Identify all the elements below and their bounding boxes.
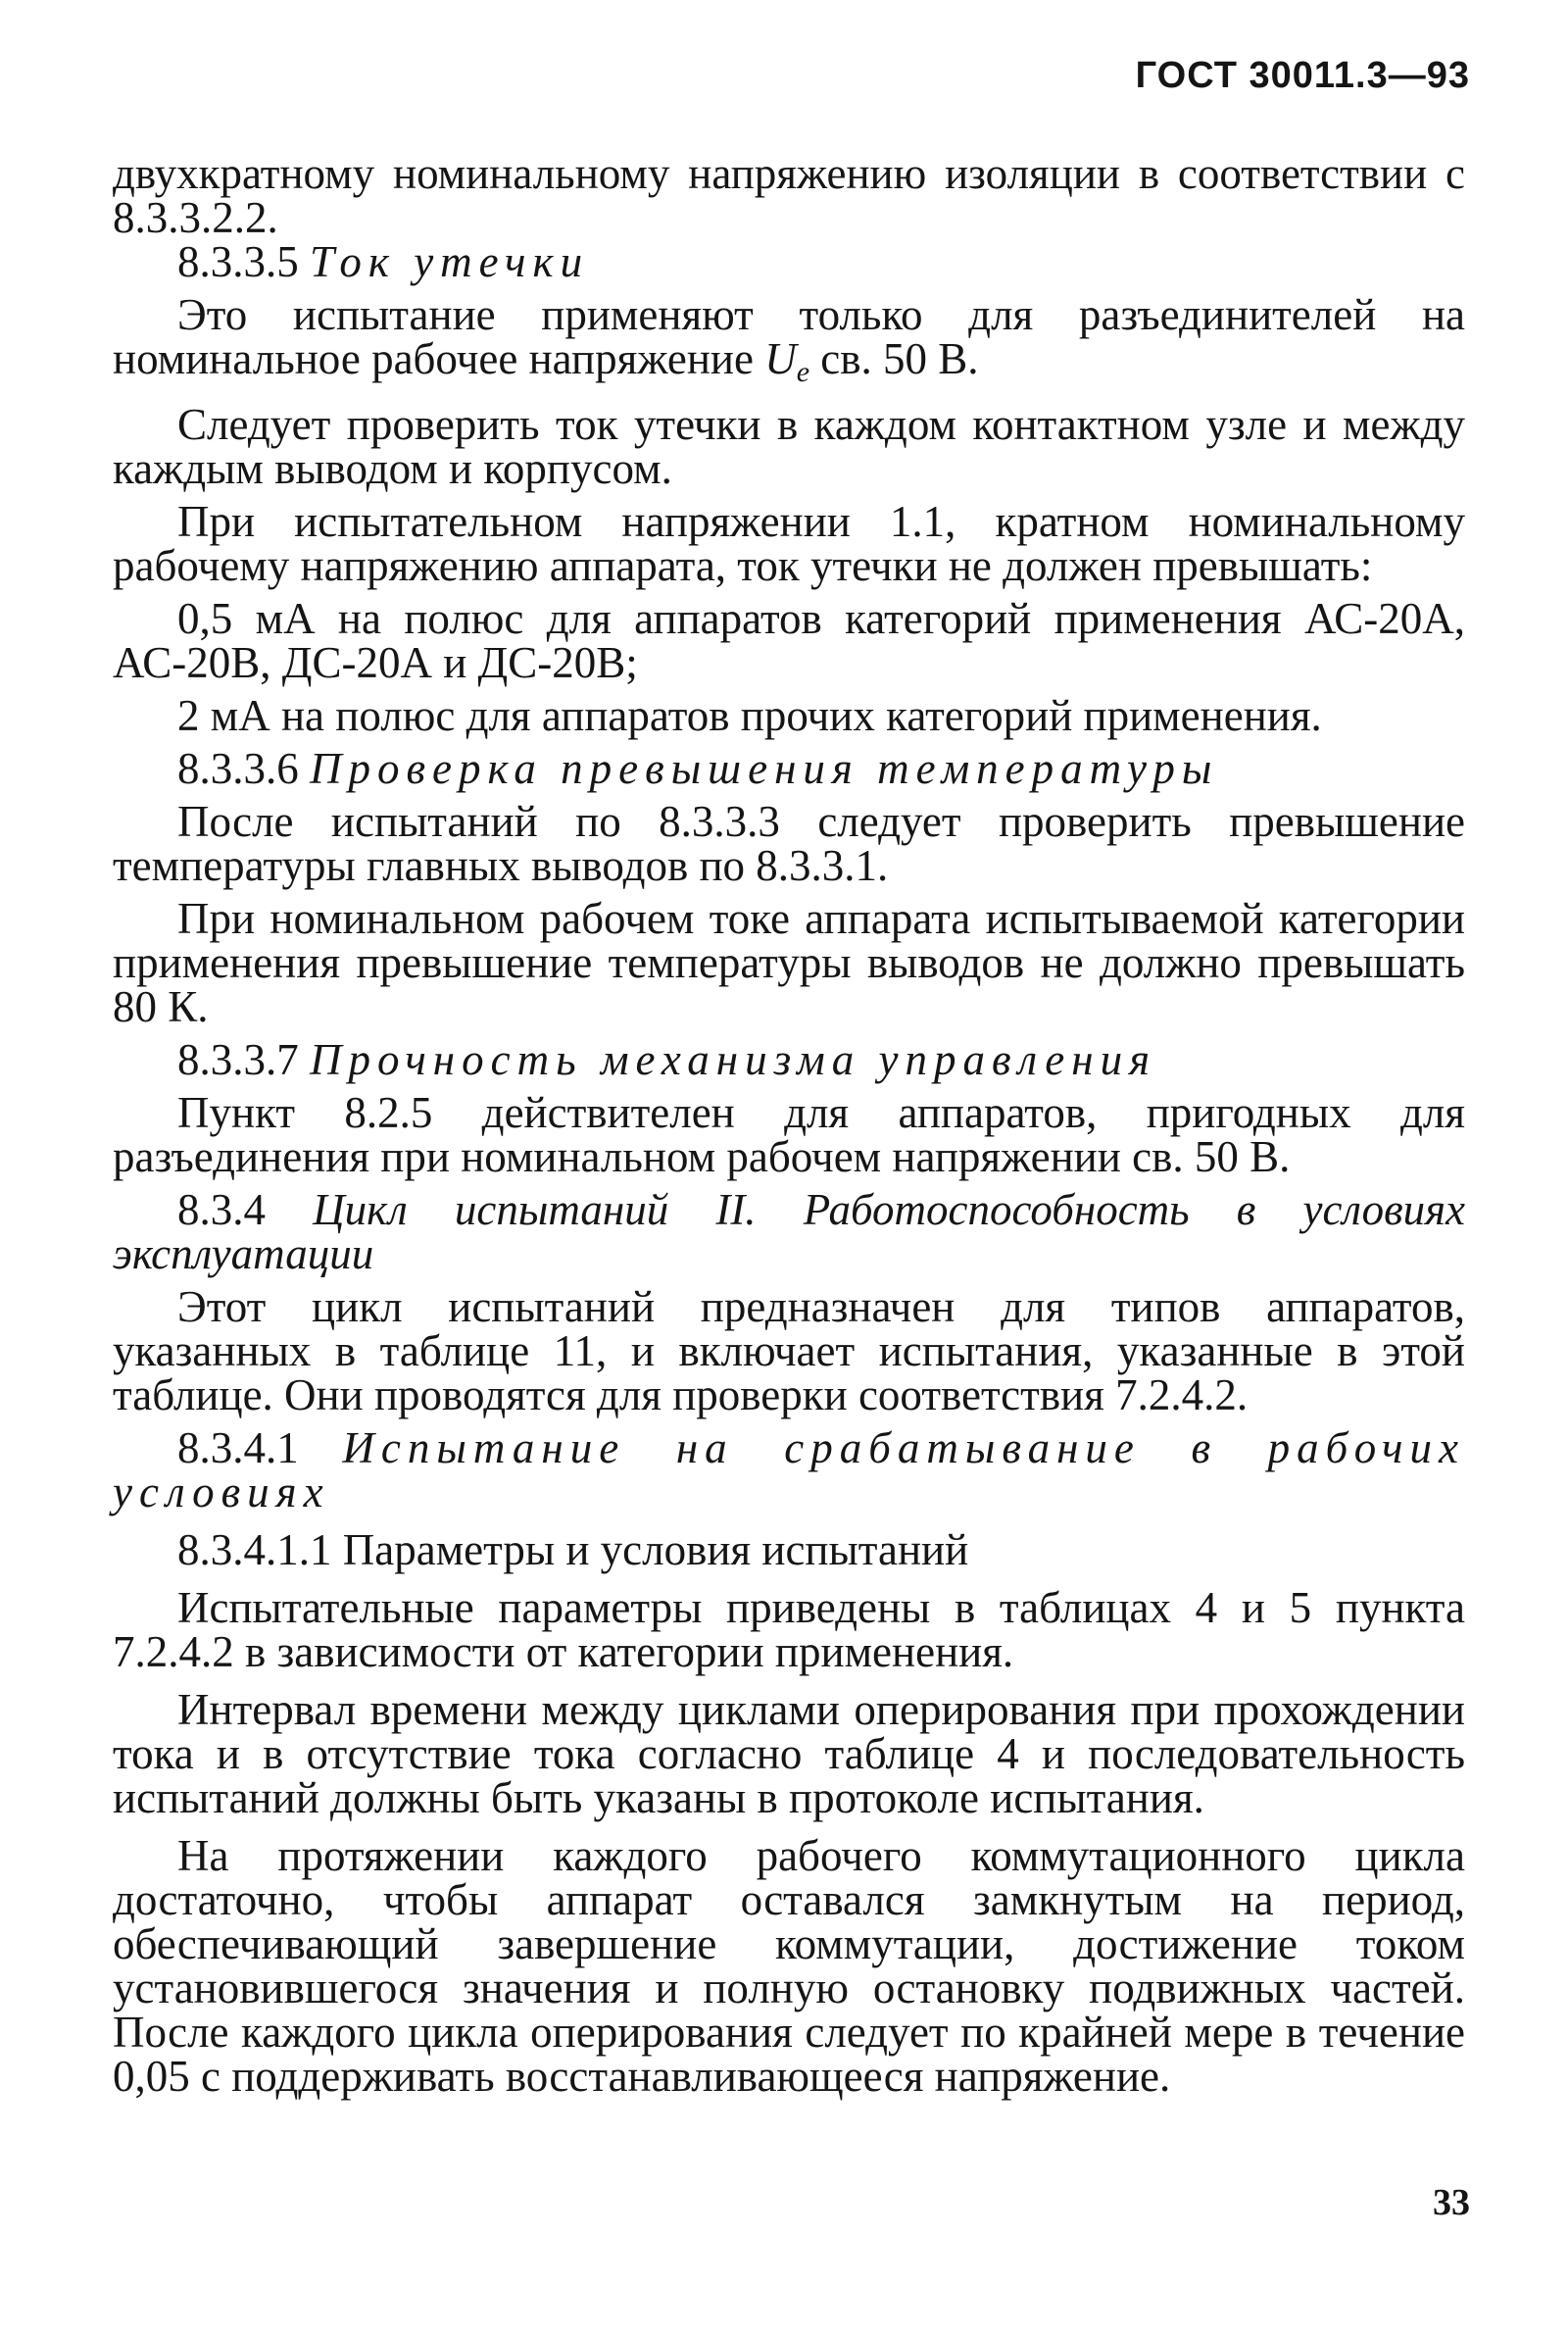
paragraph: После испытаний по 8.3.3.3 следует проверить превышение температуры главных выводов по 8.3.3.1. [113, 797, 1465, 890]
section-heading-8-3-3-7 [113, 1035, 1465, 1084]
section-number: 8.3.3.7 [177, 1035, 299, 1084]
paragraph: Следует проверить ток утечки в каждом контактном узле и между каждым выводом и корпусом. [113, 400, 1465, 493]
voltage-subscript: e [796, 356, 810, 388]
section-title: Проверка превышения температуры [310, 744, 1219, 793]
section-title: Цикл испытаний II. Работоспособность в условиях эксплуатации [113, 1185, 1466, 1278]
section-number: 8.3.3.6 [177, 744, 299, 793]
section-title: Ток утечки [310, 237, 590, 286]
section-number: 8.3.4.1 [177, 1423, 299, 1472]
paragraph: При испытательном напряжении 1.1, кратном номинальному рабочему напряжению аппарата, ток утечки не должен превышать: [113, 497, 1465, 590]
section-title: Испытание на срабатывание в рабочих условиях [113, 1423, 1465, 1516]
page-number: 33 [1433, 2182, 1470, 2223]
paragraph: Интервал времени между циклами оперирования при прохождении тока и в отсутствие тока согласно таблице 4 и последовательность испытаний должны быть указаны в протоколе испытания. [113, 1685, 1465, 1822]
paragraph: Испытательные параметры приведены в таблицах 4 и 5 пункта 7.2.4.2 в зависимости от категории применения. [113, 1583, 1465, 1676]
paragraph [113, 290, 1465, 394]
document-code-header: ГОСТ 30011.3—93 [1135, 55, 1470, 96]
section-heading-8-3-4-1 [113, 1423, 1465, 1516]
document-body [113, 149, 1466, 2101]
subsection-heading-8-3-4-1-1: 8.3.4.1.1 Параметры и условия испытаний [177, 1525, 969, 1574]
paragraph: При номинальном рабочем токе аппарата испытываемой категории применения превышение температуры выводов не должно превышать 80 К. [113, 894, 1465, 1031]
section-number: 8.3.4 [177, 1185, 266, 1234]
paragraph-text: Это испытание применяют только для разъединителей на номинальное рабочее напряжение [113, 290, 1465, 383]
section-number: 8.3.3.5 [177, 237, 299, 286]
paragraph-continuation: двухкратному номинальному напряжению изоляции в соответствии с 8.3.3.2.2. [113, 149, 1465, 242]
section-heading-8-3-4 [113, 1185, 1466, 1278]
section-heading-8-3-3-6 [113, 744, 1465, 793]
paragraph: На протяжении каждого рабочего коммутационного цикла достаточно, чтобы аппарат оставался замкнутым на период, обеспечивающий завершение коммутации, достижение током установившегося значения и полную остановку подвижных частей. После каждого цикла оперирования следует по крайней мере в течение 0,05 с поддерживать восстанавливающееся напряжение. [113, 1831, 1465, 2101]
section-title: Прочность механизма управления [310, 1035, 1156, 1084]
paragraph: Этот цикл испытаний предназначен для типов аппаратов, указанных в таблице 11, и включает испытания, указанные в этой таблице. Они проводятся для проверки соответствия 7.2.4.2. [113, 1282, 1465, 1419]
list-item: 2 мА на полюс для аппаратов прочих категорий применения. [177, 691, 1322, 740]
section-heading-8-3-3-5 [113, 237, 1465, 286]
voltage-symbol: U [764, 334, 797, 383]
paragraph: Пункт 8.2.5 действителен для аппаратов, пригодных для разъединения при номинальном рабочем напряжении св. 50 В. [113, 1088, 1465, 1181]
paragraph-tail: св. 50 В. [809, 334, 979, 383]
list-item: 0,5 мА на полюс для аппаратов категорий применения АС-20А, АС-20В, ДС-20А и ДС-20В; [113, 594, 1465, 687]
